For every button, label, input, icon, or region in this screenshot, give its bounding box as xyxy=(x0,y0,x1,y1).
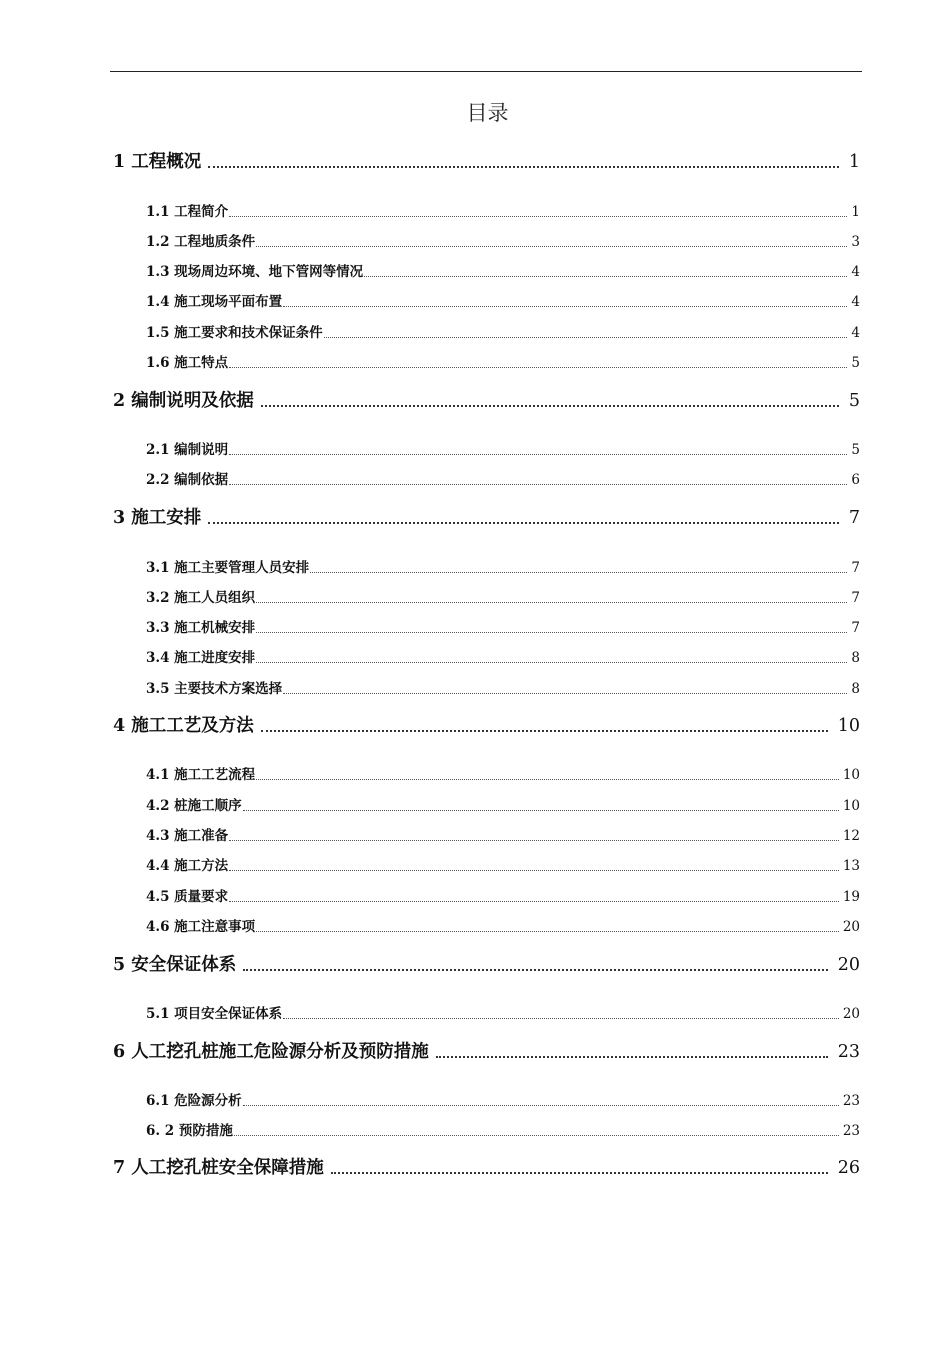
toc-entry-label: 3.4 施工进度安排 xyxy=(146,650,256,666)
dot-leader xyxy=(324,331,848,338)
toc-entry-label: 1.2 工程地质条件 xyxy=(146,234,256,250)
toc-entry-label: 4.5 质量要求 xyxy=(146,889,229,905)
dot-leader xyxy=(364,270,847,277)
toc-entry-5-1[interactable] xyxy=(146,1004,860,1024)
toc-entry-label: 2 编制说明及依据 xyxy=(113,391,254,411)
toc-entry-label: 1.6 施工特点 xyxy=(146,355,229,371)
toc-entry-2-1[interactable] xyxy=(146,440,860,460)
toc-entry-page: 23 xyxy=(842,1123,860,1139)
dot-leader xyxy=(283,687,847,694)
toc-entry-label: 4.1 施工工艺流程 xyxy=(146,767,256,783)
toc-entry-label: 4.2 桩施工顺序 xyxy=(146,798,242,814)
dot-leader xyxy=(229,478,847,485)
toc-entry-label: 6. 2 预防措施 xyxy=(146,1123,233,1139)
toc-entry-page: 4 xyxy=(851,294,860,310)
toc-entry-4-3[interactable] xyxy=(146,826,860,846)
dot-leader xyxy=(256,925,839,932)
toc-entry-6-1[interactable] xyxy=(146,1091,860,1111)
dot-leader xyxy=(310,566,847,573)
dot-leader xyxy=(256,626,847,633)
toc-entry-1-6[interactable] xyxy=(146,353,860,373)
dot-leader xyxy=(229,210,847,217)
toc-entry-label: 3.2 施工人员组织 xyxy=(146,590,256,606)
dot-leader xyxy=(234,1129,839,1136)
toc-entry-page: 23 xyxy=(837,1042,860,1062)
toc-entry-page: 20 xyxy=(837,955,860,975)
toc-entry-page: 7 xyxy=(851,590,860,606)
toc-entry-page: 12 xyxy=(842,828,860,844)
toc-entry-label: 6 人工挖孔桩施工危险源分析及预防措施 xyxy=(113,1042,429,1062)
toc-entry-4-4[interactable] xyxy=(146,856,860,876)
toc-entry-page: 23 xyxy=(842,1093,860,1109)
toc-entry-2[interactable] xyxy=(113,388,860,414)
toc-entry-label: 3 施工安排 xyxy=(113,508,202,528)
toc-entry-3-5[interactable] xyxy=(146,679,860,699)
dot-leader xyxy=(208,514,839,524)
toc-entry-4-5[interactable] xyxy=(146,887,860,907)
dot-leader xyxy=(256,240,847,247)
toc-entry-1[interactable] xyxy=(113,149,860,175)
toc-entry-label: 1.4 施工现场平面布置 xyxy=(146,294,283,310)
header-rule xyxy=(110,71,862,72)
toc-entry-page: 1 xyxy=(848,152,860,172)
toc-entry-7[interactable] xyxy=(113,1155,860,1181)
toc-entry-6[interactable] xyxy=(113,1039,860,1065)
toc-title: 目录 xyxy=(466,101,509,125)
toc-entry-1-2[interactable] xyxy=(146,232,860,252)
toc-entry-page: 8 xyxy=(851,650,860,666)
toc-entry-label: 1.3 现场周边环境、地下管网等情况 xyxy=(146,264,364,280)
toc-entry-3-4[interactable] xyxy=(146,648,860,668)
toc-entry-page: 1 xyxy=(851,204,860,220)
dot-leader xyxy=(256,773,839,780)
toc-entry-label: 4.6 施工注意事项 xyxy=(146,919,256,935)
dot-leader xyxy=(261,722,828,732)
dot-leader xyxy=(243,804,839,811)
dot-leader xyxy=(261,397,839,407)
toc-entry-page: 5 xyxy=(848,391,860,411)
toc-entry-label: 3.3 施工机械安排 xyxy=(146,620,256,636)
toc-entry-label: 1.5 施工要求和技术保证条件 xyxy=(146,325,323,341)
toc-entry-4-6[interactable] xyxy=(146,917,860,937)
toc-entry-label: 2.1 编制说明 xyxy=(146,442,229,458)
dot-leader xyxy=(283,300,847,307)
toc-entry-label: 1 工程概况 xyxy=(113,152,202,172)
toc-entry-page: 10 xyxy=(837,716,860,736)
toc-entry-3[interactable] xyxy=(113,505,860,531)
toc-entry-page: 4 xyxy=(851,264,860,280)
toc-entry-4-1[interactable] xyxy=(146,765,860,785)
dot-leader xyxy=(229,834,839,841)
toc-entry-label: 5 安全保证体系 xyxy=(113,955,237,975)
toc-entry-label: 4.3 施工准备 xyxy=(146,828,229,844)
toc-entry-2-2[interactable] xyxy=(146,470,860,490)
toc-entry-page: 7 xyxy=(851,560,860,576)
toc-entry-page: 7 xyxy=(848,508,860,528)
dot-leader xyxy=(229,361,847,368)
toc-entry-1-1[interactable] xyxy=(146,202,860,222)
toc-entry-page: 20 xyxy=(842,919,860,935)
toc-entry-label: 6.1 危险源分析 xyxy=(146,1093,242,1109)
toc-entry-page: 5 xyxy=(851,355,860,371)
toc-entry-label: 4.4 施工方法 xyxy=(146,858,229,874)
toc-entry-page: 26 xyxy=(837,1158,860,1178)
toc-entry-label: 3.5 主要技术方案选择 xyxy=(146,681,283,697)
toc-entry-page: 5 xyxy=(851,442,860,458)
toc-entry-4[interactable] xyxy=(113,713,860,739)
dot-leader xyxy=(283,1012,839,1019)
toc-entry-1-5[interactable] xyxy=(146,323,860,343)
toc-entry-6-2[interactable] xyxy=(146,1121,860,1141)
toc-entry-3-2[interactable] xyxy=(146,588,860,608)
toc-entry-page: 3 xyxy=(851,234,860,250)
toc-entry-page: 10 xyxy=(842,798,860,814)
dot-leader xyxy=(243,1099,839,1106)
toc-entry-page: 8 xyxy=(851,681,860,697)
toc-entry-4-2[interactable] xyxy=(146,796,860,816)
toc-entry-page: 4 xyxy=(851,325,860,341)
toc-entry-3-1[interactable] xyxy=(146,558,860,578)
toc-entry-page: 10 xyxy=(842,767,860,783)
dot-leader xyxy=(208,158,839,168)
dot-leader xyxy=(229,448,847,455)
toc-entry-3-3[interactable] xyxy=(146,618,860,638)
dot-leader xyxy=(256,656,847,663)
toc-entry-page: 13 xyxy=(842,858,860,874)
dot-leader xyxy=(229,864,839,871)
dot-leader xyxy=(229,895,839,902)
toc-entry-page: 6 xyxy=(851,472,860,488)
toc-entry-label: 2.2 编制依据 xyxy=(146,472,229,488)
toc-entry-5[interactable] xyxy=(113,952,860,978)
toc-entry-page: 7 xyxy=(851,620,860,636)
toc-entry-1-4[interactable] xyxy=(146,292,860,312)
dot-leader xyxy=(331,1164,828,1174)
toc-entry-label: 5.1 项目安全保证体系 xyxy=(146,1006,283,1022)
toc-entry-page: 19 xyxy=(842,889,860,905)
toc-entry-label: 7 人工挖孔桩安全保障措施 xyxy=(113,1158,324,1178)
toc-entry-page: 20 xyxy=(842,1006,860,1022)
toc-entry-label: 4 施工工艺及方法 xyxy=(113,716,254,736)
toc-entry-label: 3.1 施工主要管理人员安排 xyxy=(146,560,310,576)
toc-entry-label: 1.1 工程简介 xyxy=(146,204,229,220)
dot-leader xyxy=(256,596,847,603)
dot-leader xyxy=(243,961,827,971)
toc-entry-1-3[interactable] xyxy=(146,262,860,282)
dot-leader xyxy=(436,1048,828,1058)
